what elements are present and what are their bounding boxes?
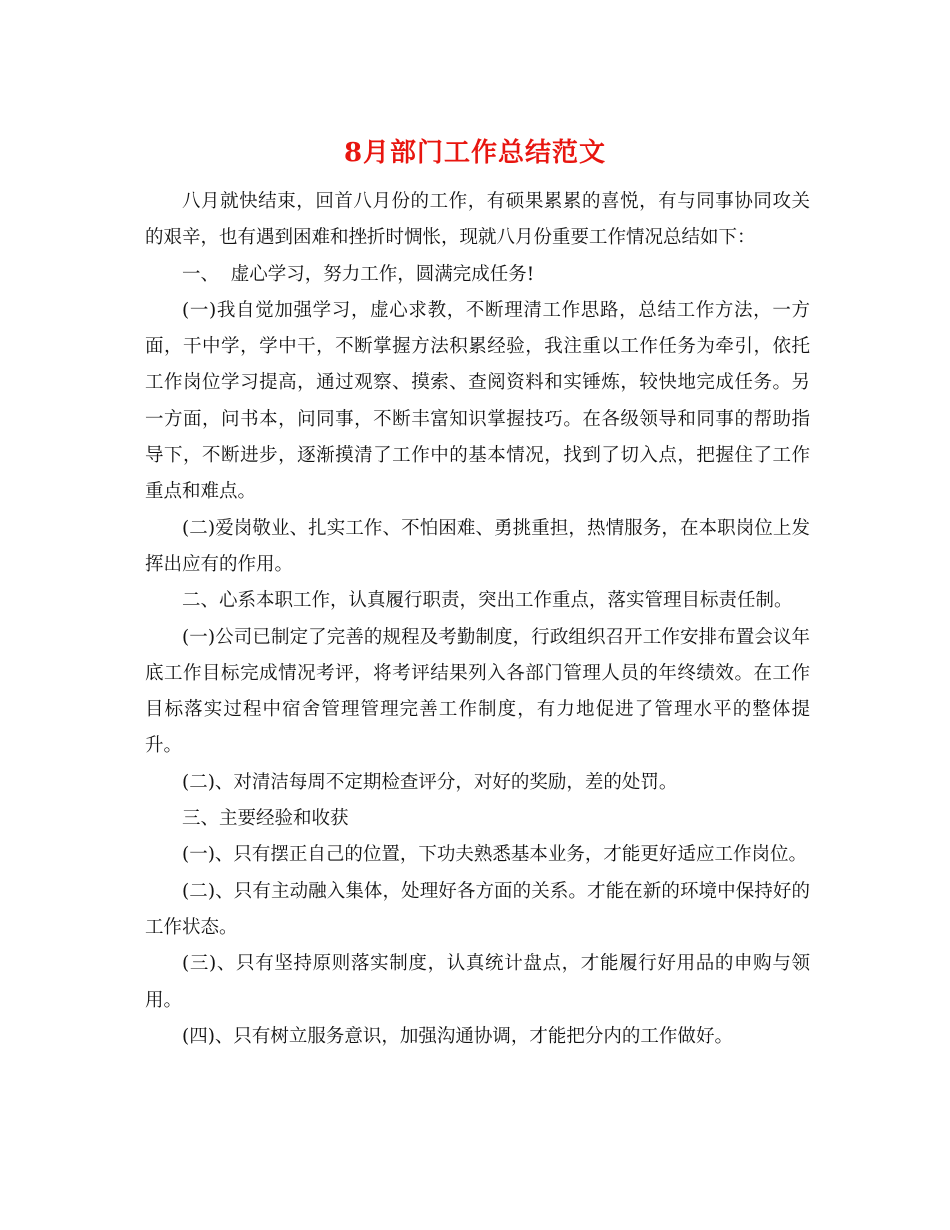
document-title: 8月部门工作总结范文 xyxy=(343,138,607,168)
paragraph-3-2: (二)、只有主动融入集体，处理好各方面的关系。才能在新的环境中保持好的工作状态。 xyxy=(145,880,810,938)
section-heading-3: 三、主要经验和收获 xyxy=(182,808,349,830)
section-heading-2: 二、心系本职工作，认真履行职责，突出工作重点，落实管理目标责任制。 xyxy=(182,590,793,612)
paragraph-1-2: (二)爱岗敬业、扎实工作、不怕困难、勇挑重担，热情服务，在本职岗位上发挥出应有的作用。 xyxy=(145,517,810,575)
section-heading-1: 一、 虚心学习，努力工作，圆满完成任务! xyxy=(182,263,535,285)
paragraph-3-3: (三)、只有坚持原则落实制度，认真统计盘点，才能履行好用品的申购与领用。 xyxy=(145,953,810,1011)
paragraph-2-1: (一)公司已制定了完善的规程及考勤制度，行政组织召开工作安排布置会议年底工作目标完成情况考评，将考评结果列入各部门管理人员的年终绩效。在工作目标落实过程中宿舍管理管理完善工作制度，有力地促进了管理水平的整体提升。 xyxy=(145,626,810,757)
paragraph-3-4: (四)、只有树立服务意识，加强沟通协调，才能把分内的工作做好。 xyxy=(182,1025,733,1047)
paragraph-1-1: (一)我自觉加强学习，虚心求教，不断理清工作思路，总结工作方法，一方面，干中学，学中干，不断掌握方法积累经验，我注重以工作任务为牵引，依托工作岗位学习提高，通过观察、摸索、查阅资料和实锤炼，较快地完成任务。另一方面，问书本，问同事，不断丰富知识掌握技巧。在各级领导和同事的帮助指导下，不断进步，逐渐摸清了工作中的基本情况，找到了切入点，把握住了工作重点和难点。 xyxy=(145,299,810,503)
document-body xyxy=(145,184,810,1055)
paragraph-2-2: (二)、对清洁每周不定期检查评分，对好的奖励，差的处罚。 xyxy=(182,771,678,793)
intro-paragraph: 八月就快结束，回首八月份的工作，有硕果累累的喜悦，有与同事协同攻关的艰辛，也有遇到困难和挫折时惆怅，现就八月份重要工作情况总结如下： xyxy=(145,191,810,249)
paragraph-3-1: (一)、只有摆正自己的位置，下功夫熟悉基本业务，才能更好适应工作岗位。 xyxy=(182,844,807,866)
